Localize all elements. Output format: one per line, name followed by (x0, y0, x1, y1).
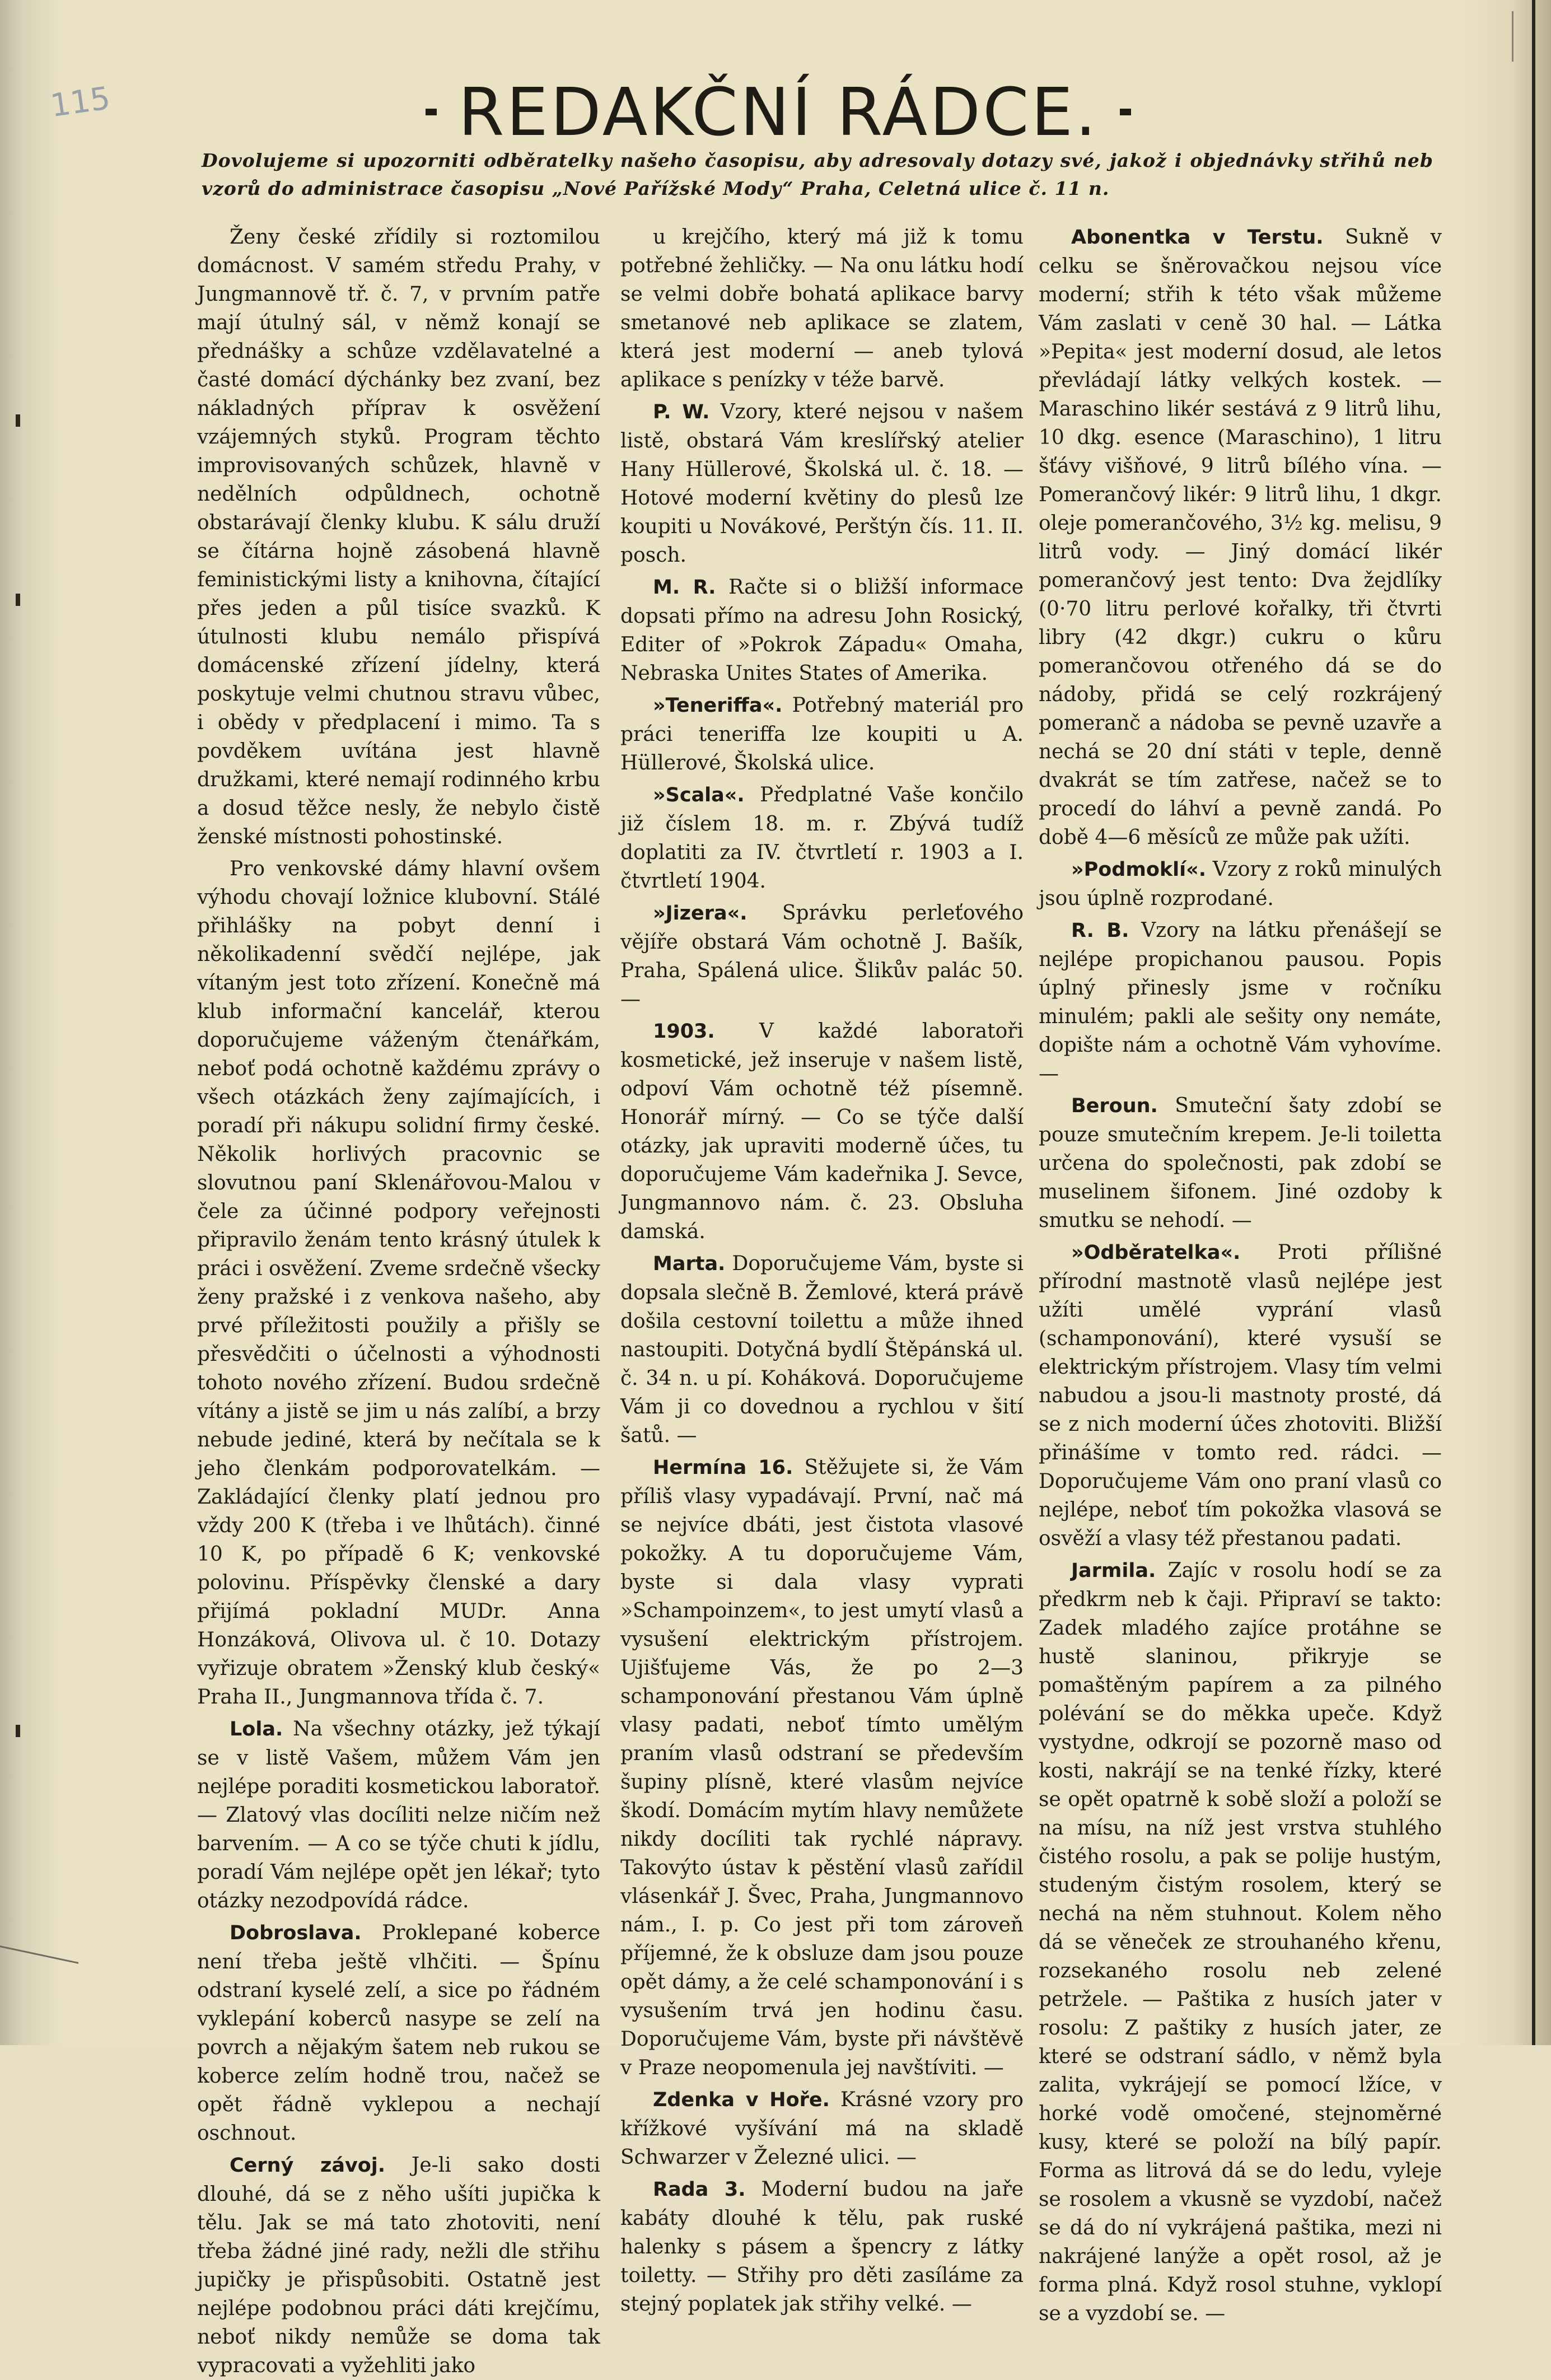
reply-text: Stěžujete si, že Vám příliš vlasy vypadávají. První, nač má se nejvíce dbáti, jest čistota vlasové pokožky. A tu doporučujeme Vám, byste si dala vlasy vyprati »Schampoinzem«, to jest umytí vlasů a vysušení elektrickým přístrojem. Ujišťujeme Vás, že po 2—3 schamponování přestanou Vám úplně vlasy padati, neboť tímto umělým praním vlasů odstraní se především šupiny plísně, které vlasům nejvíce škodí. Domácím mytím hlavy nemůžete nikdy docíliti tak rychlé nápravy. Takovýto ústav k pěstění vlasů zařídil vlásenkář J. Švec, Praha, Jungmannovo nám., I. p. Co jest při tom zároveň příjemné, že k obsluze dam jsou pouze opět dámy, a že celé schamponování i s vysušením trvá jen hodinu času. Doporučujeme Vám, byste při návštěvě v Praze neopomenula jej navštíviti. — (620, 1456, 1024, 2079)
article-paragraph (620, 2085, 1024, 2172)
reply-text: Moderní budou na jaře kabáty dlouhé k tělu, pak ruské halenky s pásem a špencry z látky toiletty. — Střihy pro děti zasíláme za stejný poplatek jak střihy velké. — (620, 2178, 1024, 2316)
article-paragraph (1039, 1091, 1442, 1235)
edge-marks (16, 392, 27, 1848)
reply-text: Potřebný materiál pro práci teneriffa lze koupiti u A. Hüllerové, Školská ulice. (620, 694, 1024, 774)
reply-text: Pro venkovské dámy hlavní ovšem výhodu chovají ložnice klubovní. Stálé přihlášky na pobyt denní i několikadenní svědčí nejlépe, jak vítaným jest toto zřízení. Konečně má klub informační kancelář, kterou doporučujeme váženým čtenářkám, neboť podá ochotně každému zprávy o všech otázkách ženy zajímajících, i poradí při nákupu solidní firmy české. Několik horlivých pracovnic se slovutnou paní Sklenářovou-Malou v čele za účinné podpory veřejnosti připravilo ženám tento krásný útulek k práci i osvěžení. Zveme srdečně všecky ženy pražské i z venkova našeho, aby prvé příležitosti použily a přišly se přesvědčiti o účelnosti a výhodnosti tohoto nového zřízení. Budou srdečně vítány a jistě se jim u nás zalíbí, a brzy nebude jediné, která by nečítala se k jeho členkám podporovatelkám. — Zakládající členky platí jednou pro vždy 200 K (třeba i ve lhůtách). činné 10 K, po případě 6 K; venkovské polovinu. Příspěvky členské a dary přijímá pokladní MUDr. Anna Honzáková, Olivova ul. č 10. Dotazy vyřizuje obratem »Ženský klub český« Praha II., Jungmannova třída č. 7. (197, 857, 600, 1709)
reply-heading: Zdenka v Hoře. (653, 2089, 830, 2111)
article-paragraph (620, 398, 1024, 570)
reply-text: Smuteční šaty zdobí se pouze smutečním krepem. Je-li toiletta určena do společnosti, pak zdobí se muselinem šifonem. Jiné ozdoby k smutku se nehodí. — (1039, 1094, 1442, 1232)
article-paragraph (1039, 855, 1442, 913)
article-paragraph (197, 223, 600, 851)
title-rule-left (426, 109, 437, 115)
reply-heading: Beroun. (1071, 1095, 1158, 1117)
reply-text: Správku perleťového vějíře obstará Vám ochotně J. Bašík, Praha, Spálená ulice. Šlikův palác 50. — (620, 902, 1024, 1011)
reply-heading: Hermína 16. (653, 1457, 793, 1479)
article-paragraph (1039, 223, 1442, 852)
crop-mark (1512, 11, 1525, 62)
article-paragraph (620, 1249, 1024, 1450)
reply-text: V každé laboratoři kosmetické, jež inseruje v našem listě, odpoví Vám ochotně též písemně. Honorář mírný. — Co se týče další otázky, jak upraviti moderně účes, tu doporučujeme Vám kadeřnika J. Sevce, Jungmannovo nám. č. 23. Obsluha damská. (620, 1020, 1024, 1243)
reply-text: Ženy české zřídily si roztomilou domácnost. V samém středu Prahy, v Jungmannově tř. č. 7, v prvním patře mají útulný sál, v němž konají se přednášky a schůze vzdělavatelné a časté domácí dýchánky bez zvaní, bez nákladných příprav k osvěžení vzájemných styků. Program těchto improvisovaných schůzek, hlavně v nedělních odpůldnech, ochotně obstarávají členky klubu. K sálu druží se čítárna hojně zásobená hlavně feministickými listy a knihovna, čítající přes jeden a půl tisíce svazků. K útulnosti klubu nemálo přispívá domácenské zřízení jídelny, která poskytuje velmi chutnou stravu vůbec, i obědy v předplacení i mimo. Ta s povděkem uvítána jest hlavně družkami, které nemají rodinného krbu a dosud těžce nesly, že nebylo čistě ženské místnosti pohostinské. (197, 226, 600, 848)
reply-text: Račte si o bližší informace dopsati přímo na adresu John Rosický, Editer of »Pokrok Západu« Omaha, Nebraska Unites States of Amerika. (620, 576, 1024, 685)
reply-heading: P. W. (653, 401, 710, 423)
article-paragraph (620, 1017, 1024, 1246)
article-paragraph (620, 899, 1024, 1014)
article-paragraph (197, 2151, 600, 2380)
article-paragraph (1039, 916, 1442, 1088)
article-paragraph (197, 1919, 600, 2148)
reply-heading: Marta. (653, 1253, 726, 1275)
article-paragraph (620, 691, 1024, 777)
reply-text: Vzory, které nejsou v našem listě, obstará Vám kreslířský atelier Hany Hüllerové, Školská ul. č. 18. — Hotové moderní květiny do plesů lze koupiti u Novákové, Perštýn čís. 11. II. posch. (620, 400, 1024, 567)
reply-text: u krejčího, který má již k tomu potřebné žehličky. — Na onu látku hodí se velmi dobře bohatá aplikace barvy smetanové neb aplikace se zlatem, která jest moderní — aneb tylová aplikace s penízky v téže barvě. (620, 226, 1024, 391)
reply-heading: R. B. (1071, 920, 1129, 942)
reply-text: Je-li sako dosti dlouhé, dá se z něho ušíti jupička k tělu. Jak se má tato zhotoviti, není třeba žádné jiné rady, nežli dle střihu jupičky je přispůsobiti. Ostatně jest nejlépe podobnou práci dáti krejčímu, neboť nikdy nemůže se doma tak vypracovati a vyžehliti jako (197, 2154, 600, 2377)
reply-heading: Dobroslava. (230, 1922, 362, 1944)
reply-text: Vzory z roků minulých jsou úplně rozprodané. (1039, 858, 1442, 910)
article-paragraph (620, 2175, 1024, 2318)
title-rule-right (1120, 109, 1131, 115)
torn-corner (0, 1912, 78, 1964)
reply-heading: M. R. (653, 576, 716, 599)
reply-text: Na všechny otázky, jež týkají se v listě Vašem, můžem Vám jen nejlépe poraditi kosmetickou laboratoř. — Zlatový vlas docíliti nelze ničím než barvením. — A co se týče chuti k jídlu, poradí Vám nejlépe opět jen lékař; tyto otázky nezodpovídá rádce. (197, 1718, 600, 1912)
column-3 (1039, 223, 1442, 2325)
reply-text: Sukně v celku se šněrovačkou nejsou více moderní; střih k této však můžeme Vám zaslati v ceně 30 hal. — Látka »Pepita« jest moderní dosud, ale letos převládají látky velkých kostek. — Maraschino likér sestává z 9 litrů lihu, 10 dkg. esence (Maraschino), 1 litru šťávy višňové, 9 litrů bílého vína. — Pomerančový likér: 9 litrů lihu, 1 dkgr. oleje pomerančového, 3½ kg. melisu, 9 litrů vody. — Jiný domácí likér pomerančový jest tento: Dva žejdlíky (0·70 litru perlové kořalky, tři čtvrti libry (42 dkgr.) cukru o kůru pomerančovou otřeného dá se do nádoby, přidá se celý rozkrájený pomeranč a nádoba se pevně uzavře a nechá se 20 dní státi v teple, denně dvakrát se tím zatřese, načež se to procedí do láhví a pevně zandá. Po době 4—6 měsíců ze může pak užíti. (1039, 226, 1442, 849)
binding-edge (1532, 0, 1535, 2045)
article-paragraph (620, 781, 1024, 895)
title-row (426, 73, 1131, 151)
reply-text: Proti přílišné přírodní mastnotě vlasů nejlépe jest užíti umělé vyprání vlasů (schamponování), které vysuší se elektrickým přístrojem. Vlasy tím velmi nabudou a jsou-li mastnoty prosté, dá se z nich moderní účes zhotoviti. Bližší přinášíme v tomto red. rádci. — Doporučujeme Vám ono praní vlasů co nejlépe, neboť tím pokožka vlasová se osvěží a vlasy též přestanou padati. (1039, 1241, 1442, 1550)
reply-heading: 1903. (653, 1020, 715, 1043)
article-paragraph (1039, 1238, 1442, 1553)
reply-heading: »Odběratelka«. (1071, 1242, 1241, 1264)
reply-heading: »Scala«. (653, 784, 745, 806)
article-paragraph (197, 1715, 600, 1915)
reply-text: Předplatné Vaše končilo již číslem 18. m. r. Zbývá tudíž doplatiti za IV. čtvrtletí r. 1903 a I. čtvrtletí 1904. (620, 783, 1024, 893)
reply-text: Zajíc v rosolu hodí se za předkrm neb k čaji. Připraví se takto: Zadek mladého zajíce protáhne se hustě slaninou, přikryje se pomaštěným papírem a za pilného polévání se do měkka upeče. Když vystydne, odkrojí se pozorně maso od kosti, nakrájí se na tenké řízky, které se opět opatrně k sobě složí a položí se na mísu, na níž jest vrstva stuhlého čistého rosolu, a pak se polije hustým, studeným čistým rosolem, který se nechá na něm stuhnout. Kolem něho dá se věneček ze strouhaného křenu, rozsekaného rosolu neb zelené petržele. — Paštika z husích jater v rosolu: Z paštiky z husích jater, ze které se odstraní sádlo, v němž byla zalita, vykrájejí se pomocí lžíce, v horké vodě omočené, stejnoměrné kusy, které se položí na bílý papír. Forma as litrová dá se do ledu, vyleje se rosolem a vkusně se vyzdobí, načež se dá do ní vykrájená paštika, mezi ni nakrájené lanýže a opět rosol, až je forma plná. Když rosol stuhne, vyklopí se a vyzdobí se. — (1039, 1559, 1442, 2325)
reply-heading: »Podmoklí«. (1071, 858, 1207, 881)
editorial-notice: Dovolujeme si upozorniti odběratelky našeho časopisu, aby adresovaly dotazy své, jakož i objednávky střihů neb vzorů do administrace časopisu „Nové Pařížské Mody“ Praha, Celetná ulice č. 11 n. (202, 150, 1433, 199)
column-2 (620, 223, 1024, 2316)
reply-text: Doporučujeme Vám, byste si dopsala slečně B. Žemlové, která právě došila cestovní toilettu a může ihned nastoupiti. Dotyčná bydlí Štěpánská ul. č. 34 n. u pí. Koháková. Doporučujeme Vám ji co dovednou a rychlou v šití šatů. — (620, 1252, 1024, 1447)
reply-heading: Lola. (230, 1718, 283, 1740)
reply-heading: Cerný závoj. (230, 2154, 386, 2177)
article-paragraph (620, 223, 1024, 394)
article-paragraph (620, 573, 1024, 688)
reply-heading: »Jizera«. (653, 902, 748, 925)
reply-heading: Abonentka v Terstu. (1071, 226, 1324, 249)
reply-text: Vzory na látku přenášejí se nejlépe propichanou pausou. Popis úplný přinesly jsme v ročníku minulém; pakli ale sešity ony nemáte, dopište nám a ochotně Vám vyhovíme. — (1039, 919, 1442, 1085)
reply-heading: »Teneriffa«. (653, 694, 783, 717)
article-paragraph (1039, 1556, 1442, 2328)
reply-heading: Jarmila. (1071, 1560, 1156, 1582)
page-number: 115 (48, 80, 113, 125)
article-paragraph (620, 1453, 1024, 2082)
reply-heading: Rada 3. (653, 2178, 746, 2201)
reply-text: Proklepané koberce není třeba ještě vlhčiti. — Špínu odstraní kyselé zelí, a sice po řádném vyklepání koberců nasype se zelí na povrch a nějakým šatem neb rukou se koberce zelím hodně trou, načež se opět řádně vyklepou a nechají oschnout. (197, 1921, 600, 2145)
reply-text: Krásné vzory pro křížkové vyšívání má na skladě Schwarzer v Železné ulici. — (620, 2088, 1024, 2169)
page-title: REDAKČNÍ RÁDCE. (458, 73, 1099, 151)
article-paragraph (197, 855, 600, 1711)
column-1 (197, 223, 600, 2377)
